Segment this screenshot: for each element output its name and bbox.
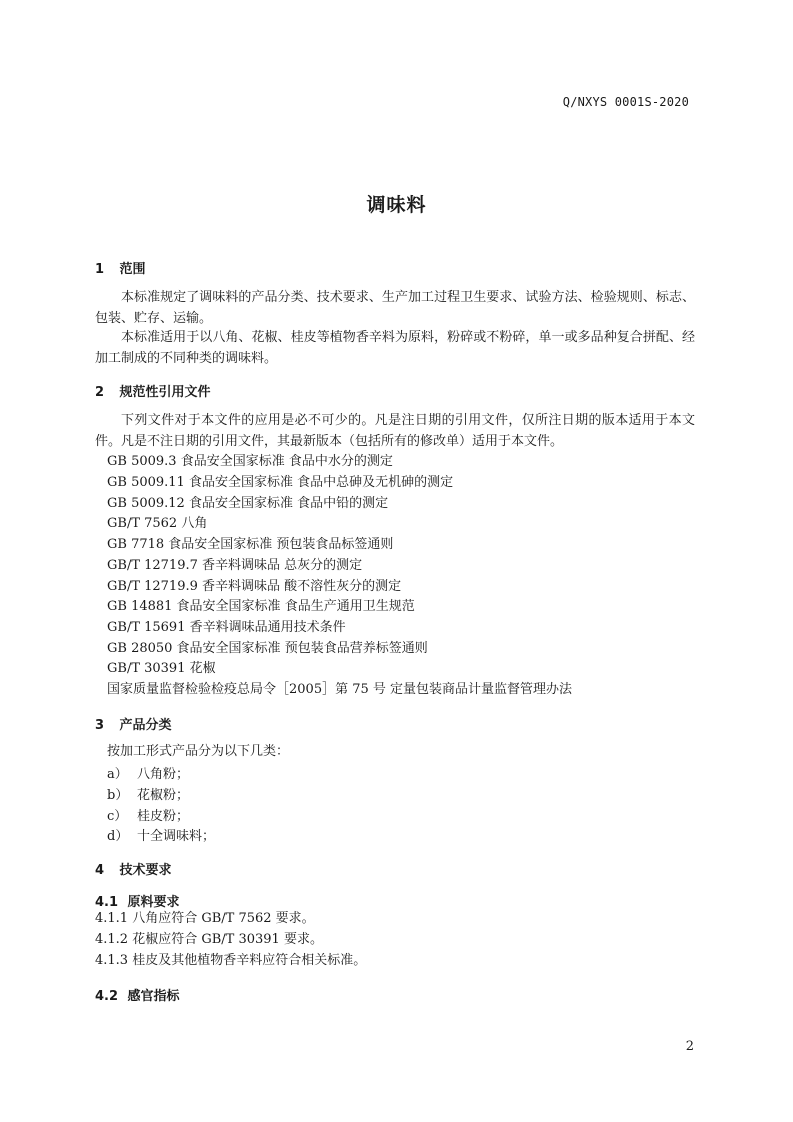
reference-item: GB 5009.11 食品安全国家标准 食品中总砷及无机砷的测定 (107, 475, 454, 490)
scope-paragraph-1: 本标准规定了调味料的产品分类、技术要求、生产加工过程卫生要求、试验方法、检验规则、标志、包装、贮存、运输。 (95, 290, 695, 326)
list-item (107, 827, 215, 847)
reference-item: 国家质量监督检验检疫总局令［2005］第 75 号 定量包装商品计量监督管理办法 (107, 682, 573, 697)
list-item (107, 786, 189, 806)
page-number: 2 (685, 1039, 694, 1054)
clause-item: 4.1.3 桂皮及其他植物香辛料应符合相关标准。 (95, 953, 367, 968)
reference-item: GB/T 12719.9 香辛料调味品 酸不溶性灰分的测定 (107, 579, 402, 594)
subsection-4-2-heading (95, 985, 180, 1004)
subsection-title: 原料要求 (127, 895, 180, 910)
list-marker: b） (107, 788, 129, 803)
reference-item: GB 7718 食品安全国家标准 预包装食品标签通则 (107, 537, 394, 552)
section-title: 技术要求 (119, 863, 172, 878)
section-4-heading (95, 859, 172, 878)
list-item (107, 765, 189, 785)
section-number: 2 (95, 385, 105, 400)
section-title: 规范性引用文件 (119, 385, 211, 400)
list-text: 桂皮粉； (137, 809, 190, 824)
clause-item: 4.1.2 花椒应符合 GB/T 30391 要求。 (95, 932, 323, 947)
list-marker: c） (107, 809, 128, 824)
reference-item: GB 14881 食品安全国家标准 食品生产通用卫生规范 (107, 599, 415, 614)
standard-code: Q/NXYS 0001S-2020 (562, 95, 689, 109)
subsection-number: 4.2 (95, 989, 119, 1004)
document-title: 调味料 (366, 194, 427, 216)
list-text: 八角粉； (137, 767, 190, 782)
reference-item: GB 28050 食品安全国家标准 预包装食品营养标签通则 (107, 641, 428, 656)
section-number: 1 (95, 262, 105, 277)
reference-item: GB 5009.3 食品安全国家标准 食品中水分的测定 (107, 454, 393, 469)
scope-paragraph-2: 本标准适用于以八角、花椒、桂皮等植物香辛料为原料，粉碎或不粉碎，单一或多品种复合拼配、经加工制成的不同种类的调味料。 (95, 330, 695, 366)
section-number: 3 (95, 718, 105, 733)
section-2-heading (95, 381, 211, 400)
section-title: 产品分类 (119, 718, 172, 733)
reference-item: GB/T 7562 八角 (107, 516, 208, 531)
reference-item: GB 5009.12 食品安全国家标准 食品中铅的测定 (107, 496, 389, 511)
section-number: 4 (95, 863, 105, 878)
list-item (107, 807, 189, 827)
normative-intro-paragraph: 下列文件对于本文件的应用是必不可少的。凡是注日期的引用文件，仅所注日期的版本适用于本文件。凡是不注日期的引用文件，其最新版本（包括所有的修改单）适用于本文件。 (95, 413, 695, 449)
section-3-heading (95, 714, 172, 733)
section-1-heading (95, 258, 146, 277)
reference-item: GB/T 15691 香辛料调味品通用技术条件 (107, 620, 346, 635)
subsection-title: 感官指标 (127, 989, 180, 1004)
reference-item: GB/T 30391 花椒 (107, 661, 216, 676)
list-text: 十全调味料； (137, 829, 216, 844)
section-title: 范围 (119, 262, 146, 277)
list-text: 花椒粉； (137, 788, 190, 803)
list-marker: d） (107, 829, 129, 844)
reference-item: GB/T 12719.7 香辛料调味品 总灰分的测定 (107, 558, 363, 573)
clause-item: 4.1.1 八角应符合 GB/T 7562 要求。 (95, 911, 315, 926)
classification-intro: 按加工形式产品分为以下几类： (107, 744, 290, 759)
subsection-number: 4.1 (95, 895, 119, 910)
subsection-4-1-heading (95, 891, 180, 910)
list-marker: a） (107, 767, 128, 782)
